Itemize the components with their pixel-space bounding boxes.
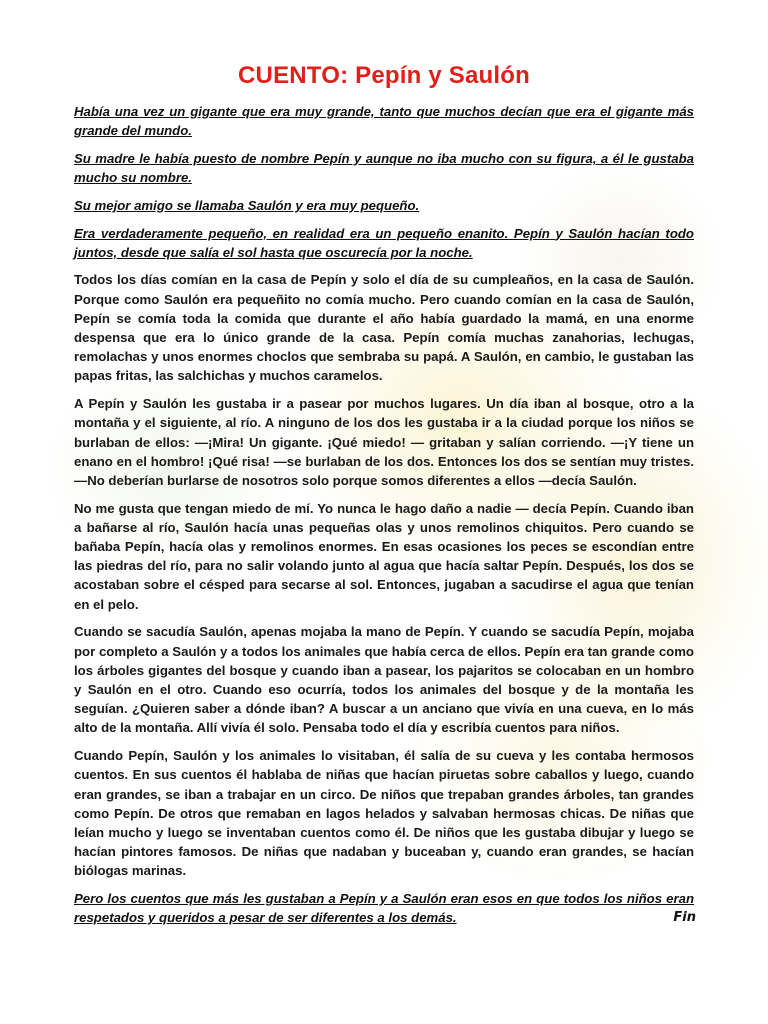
story-paragraph: A Pepín y Saulón les gustaba ir a pasear por muchos lugares. Un día iban al bosque, otro a la montaña y el siguiente, al río. A ninguno de los dos les gustaba ir a la ciudad porque los niños se burlaban de ellos: —¡Mira! Un gigante. ¡Qué miedo! — gritaban y salían corriendo. —¡Y tiene un enano en el hombro! ¡Qué risa! —se burlaban de los dos. Entonces los dos se sentían muy tristes. —No deberían burlarse de nosotros solo porque somos diferentes a ellos —decía Saulón.	[74, 396, 694, 488]
intro-paragraph: Había una vez un gigante que era muy grande, tanto que muchos decían que era el gigante más grande del mundo.	[74, 104, 694, 139]
intro-paragraph: Su madre le había puesto de nombre Pepín y aunque no iba mucho con su figura, a él le gustaba mucho su nombre.	[74, 150, 694, 186]
intro-paragraph: Era verdaderamente pequeño, en realidad era un pequeño enanito. Pepín y Saulón hacían todo juntos, desde que salía el sol hasta que oscurecía por la noche.	[74, 225, 694, 260]
fin-label: Fin	[673, 910, 696, 926]
page-title: CUENTO: Pepín y Saulón	[238, 62, 530, 89]
story-paragraph: No me gusta que tengan miedo de mí. Yo nunca le hago daño a nadie — decía Pepín. Cuando iban a bañarse al río, Saulón hacía unas pequeñas olas y unos remolinos chiquitos. Pero cuando se bañaba Pepín, hacía olas y remolinos enormes. En esas ocasiones los peces se escondían entre las piedras del río, para no salir volando junto al agua que hacía saltar Pepín. Después, los dos se acostaban sobre el césped para secarse al sol. Entonces, jugaban a sacudirse el agua que tenían en el pelo.	[74, 500, 694, 612]
closing-paragraph	[74, 889, 694, 927]
story-paragraph: Todos los días comían en la casa de Pepín y solo el día de su cumpleaños, en la casa de Saulón. Porque como Saulón era pequeñito no comía mucho. Pero cuando comían en la casa de Saulón, Pepín se comía toda la comida que durante el año había guardado la mamá, en una enorme despensa que era lo único grande de la casa. Pepín comía muchas zanahorias, lechugas, remolachas y unos enormes choclos que sembraba su papá. A Saulón, en cambio, le gustaban las papas fritas, las salchichas y muchos caramelos.	[74, 272, 694, 384]
intro-paragraph: Su mejor amigo se llamaba Saulón y era muy pequeño.	[74, 197, 420, 213]
closing-text: Pero los cuentos que más les gustaban a Pepín y a Saulón eran esos en que todos los niños eran respetados y queridos a pesar de ser diferentes a los demás.	[74, 891, 694, 926]
story-body	[74, 102, 694, 936]
story-paragraph: Cuando se sacudía Saulón, apenas mojaba la mano de Pepín. Y cuando se sacudía Pepín, mojaba por completo a Saulón y a todos los animales que había cerca de ellos. Pepín era tan grande como los árboles gigantes del bosque y cuando iban a pasear, los pajaritos se colocaban en un hombro y Saulón en el otro. Cuando eso ocurría, todos los animales del bosque y de la montaña les seguían. ¿Quieren saber a dónde iban? A buscar a un anciano que vivía en una cueva, en lo más alto de la montaña. Allí vivía él solo. Pensaba todo el día y escribía cuentos para niños.	[74, 624, 694, 736]
story-paragraph: Cuando Pepín, Saulón y los animales lo visitaban, él salía de su cueva y les contaba hermosos cuentos. En sus cuentos él hablaba de niñas que hacían piruetas sobre caballos y luego, cuando eran grandes, se iban a trabajar en un circo. De niños que trepaban grandes árboles, tan grandes como Pepín. De otros que remaban en lagos helados y salvaban hermosas chicas. De niñas que leían mucho y luego se inventaban cuentos como él. De niños que les gustaba dibujar y luego se hacían pintores famosos. De niñas que nadaban y buceaban y, cuando eran grandes, se hacían biólogas marinas.	[74, 748, 694, 879]
